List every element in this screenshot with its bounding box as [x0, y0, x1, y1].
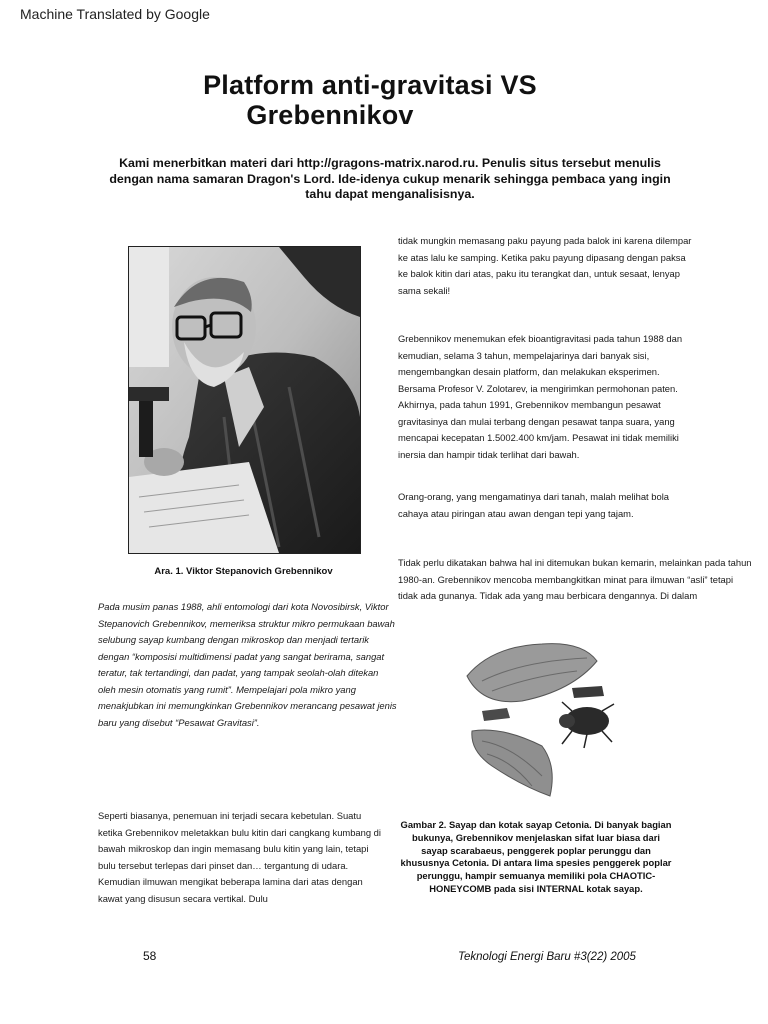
paragraph-text: Tidak perlu dikatakan bahwa hal ini ditemukan bukan kemarin, melainkan pada tahun 1980-an. Grebennikov mencoba membangkitkan minat para ilmuwan “asli” tetapi tidak ada gunanya. Tidak ada yang mau berbicara dengannya. Di dalam: [398, 557, 752, 601]
grebennikov-portrait-photo: [128, 246, 361, 554]
page-number: 58: [143, 949, 157, 963]
paragraph-text: Seperti biasanya, penemuan ini terjadi secara kebetulan. Suatu ketika Grebennikov meletakkan bulu kitin dari cangkang kumbang di bawah mikroskop dan ingin memasang bulu kitin yang lain, tetapi bulu tersebut terlepas dari pinset dan… tergantung di udara. Kemudian ilmuwan mengikat beberapa lamina dari atas dengan kawat yang disusun secara vertikal. Dulu: [98, 810, 381, 904]
article-title: [120, 70, 620, 130]
translation-note: Machine Translated by Google: [20, 6, 210, 22]
right-column-paragraph: [398, 555, 753, 605]
cetonia-wings-figure: [462, 636, 620, 804]
right-column-paragraph: [398, 489, 698, 522]
journal-citation: Teknologi Energi Baru #3(22) 2005: [458, 951, 636, 963]
title-line-2: Grebennikov: [246, 100, 414, 130]
beetle-wings-illustration: [462, 636, 620, 804]
portrait-illustration: [129, 247, 360, 553]
figure-2-caption: Gambar 2. Sayap dan kotak sayap Cetonia. Di banyak bagian bukunya, Grebennikov menjelaskan sifat luar biasa dari sayap scarabaeus, penggerek poplar perunggu dan khususnya Cetonia. Di antara lima spesies penggerek poplar perunggu, hampir semuanya memiliki pola CHAOTIC-HONEYCOMB pada sisi INTERNAL kotak sayap.: [400, 819, 672, 894]
right-column-paragraph: [398, 331, 698, 463]
paragraph-text: tidak mungkin memasang paku payung pada balok ini karena dilempar ke atas lalu ke samping. Ketika paku payung dipasang dengan paksa ke balok kitin dari atas, paku itu terangkat dan, untuk sesaat, lenyap sama sekali!: [398, 235, 692, 296]
left-column-paragraph: [98, 808, 388, 907]
right-column-paragraph: [398, 233, 698, 299]
paragraph-text: Grebennikov menemukan efek bioantigravitasi pada tahun 1988 dan kemudian, selama 3 tahun, mempelajarinya dari banyak sisi, mengembangkan desain platform, dan melakukan eksperimen. Bersama Profesor V. Zolotarev, ia mengirimkan permohonan paten. Akhirnya, pada tahun 1991, Grebennikov membangun pesawat gravitasinya dan mulai terbang dengan pesawat tanpa suara, yang mencapai kecepatan 1.5002.400 km/jam. Pesawat ini tidak memiliki inersia dan hampir tidak terlihat dari bawah.: [398, 333, 683, 460]
intro-paragraph: Kami menerbitkan materi dari http://gragons-matrix.narod.ru. Penulis situs tersebut menulis dengan nama samaran Dragon's Lord. Ide-idenya cukup menarik sehingga pembaca yang ingin tahu dapat menganalisisnya.: [109, 156, 671, 201]
figure-1-caption: Ara. 1. Viktor Stepanovich Grebennikov: [154, 566, 333, 577]
paragraph-text: Pada musim panas 1988, ahli entomologi dari kota Novosibirsk, Viktor Stepanovich Grebennikov, memeriksa struktur mikro permukaan bawah selubung sayap kumbang dengan mikroskop dan menjadi tertarik dengan “komposisi multidimensi padat yang sangat berirama, sangat teratur, tak tertandingi, dan padat, yang tampak seolah-olah ditekan oleh mesin otomatis yang rumit”. Mempelajari pola mikro yang menakjubkan ini memungkinkan Grebennikov merancang pesawat jenis baru yang disebut “Pesawat Gravitasi”.: [98, 601, 397, 728]
left-column-paragraph-italic: [98, 599, 398, 731]
title-line-1: Platform anti-gravitasi VS: [203, 70, 537, 100]
paragraph-text: Orang-orang, yang mengamatinya dari tanah, malah melihat bola cahaya atau piringan atau awan dengan tepi yang tajam.: [398, 491, 669, 519]
